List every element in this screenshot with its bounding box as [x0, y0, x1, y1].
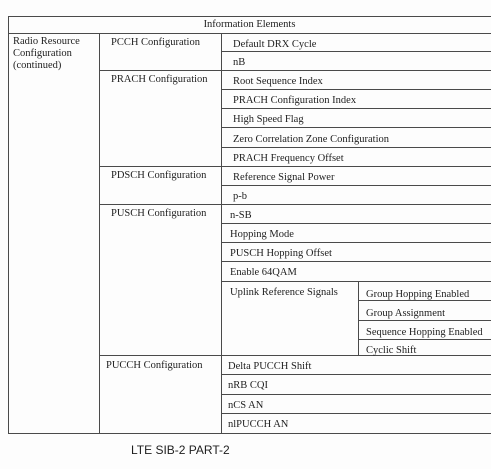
row-line: [221, 394, 491, 395]
row-line: [221, 374, 491, 375]
sub-row-line: [358, 339, 491, 340]
row-line: [221, 127, 491, 128]
header-bottom-border: [8, 33, 491, 34]
item-high-speed-flag: High Speed Flag: [233, 114, 304, 125]
subitem-cyclic-shift: Cyclic Shift: [366, 345, 417, 356]
row-line: [221, 51, 491, 52]
table-top-border: [8, 16, 491, 17]
group-label-line-1: Radio Resource: [13, 36, 80, 47]
subitem-group-hopping-enabled: Group Hopping Enabled: [366, 289, 470, 300]
item-nlpucch-an: nlPUCCH AN: [228, 419, 289, 430]
item-nrb-cqi: nRB CQI: [228, 380, 268, 391]
separator-pdsch-pusch: [99, 204, 491, 205]
item-zero-correlation-zone: Zero Correlation Zone Configuration: [233, 134, 389, 145]
table-bottom-border: [8, 433, 491, 434]
row-line: [221, 281, 491, 282]
section-pucch: PUCCH Configuration: [106, 360, 203, 371]
item-default-drx-cycle: Default DRX Cycle: [233, 39, 317, 50]
item-pusch-hopping-offset: PUSCH Hopping Offset: [230, 248, 332, 259]
item-hopping-mode: Hopping Mode: [230, 229, 294, 240]
item-delta-pucch-shift: Delta PUCCH Shift: [228, 361, 312, 372]
row-line: [221, 413, 491, 414]
item-nb: nB: [233, 57, 246, 68]
separator-prach-pdsch: [99, 166, 491, 167]
subitem-sequence-hopping-enabled: Sequence Hopping Enabled: [366, 327, 483, 338]
separator-pcch-prach: [99, 70, 491, 71]
item-uplink-reference-signals: Uplink Reference Signals: [230, 287, 338, 298]
table-left-border: [8, 16, 9, 433]
item-root-sequence-index: Root Sequence Index: [233, 76, 323, 87]
item-p-b: p-b: [233, 191, 247, 202]
item-n-sb: n-SB: [230, 210, 252, 221]
row-line: [221, 223, 491, 224]
row-line: [221, 89, 491, 90]
item-prach-frequency-offset: PRACH Frequency Offset: [233, 153, 344, 164]
group-label-line-3: (continued): [13, 60, 62, 71]
row-line: [221, 108, 491, 109]
item-reference-signal-power: Reference Signal Power: [233, 172, 335, 183]
item-prach-configuration-index: PRACH Configuration Index: [233, 95, 357, 106]
section-pcch: PCCH Configuration: [111, 37, 200, 48]
table-header: Information Elements: [203, 19, 296, 30]
uplink-subcolumn-divider: [358, 281, 359, 355]
row-line: [221, 261, 491, 262]
sub-row-line: [358, 320, 491, 321]
subitem-group-assignment: Group Assignment: [366, 308, 446, 319]
item-ncs-an: nCS AN: [228, 400, 264, 411]
section-pusch: PUSCH Configuration: [111, 208, 207, 219]
group-column-divider: [99, 33, 100, 433]
separator-pusch-pucch: [99, 355, 491, 356]
item-enable-64qam: Enable 64QAM: [230, 267, 297, 278]
figure-caption: LTE SIB-2 PART-2: [131, 443, 230, 457]
section-column-divider: [221, 33, 222, 433]
group-label-line-2: Configuration: [13, 48, 72, 59]
row-line: [221, 242, 491, 243]
section-pdsch: PDSCH Configuration: [111, 170, 207, 181]
row-line: [221, 147, 491, 148]
section-prach: PRACH Configuration: [111, 74, 208, 85]
row-line: [221, 185, 491, 186]
